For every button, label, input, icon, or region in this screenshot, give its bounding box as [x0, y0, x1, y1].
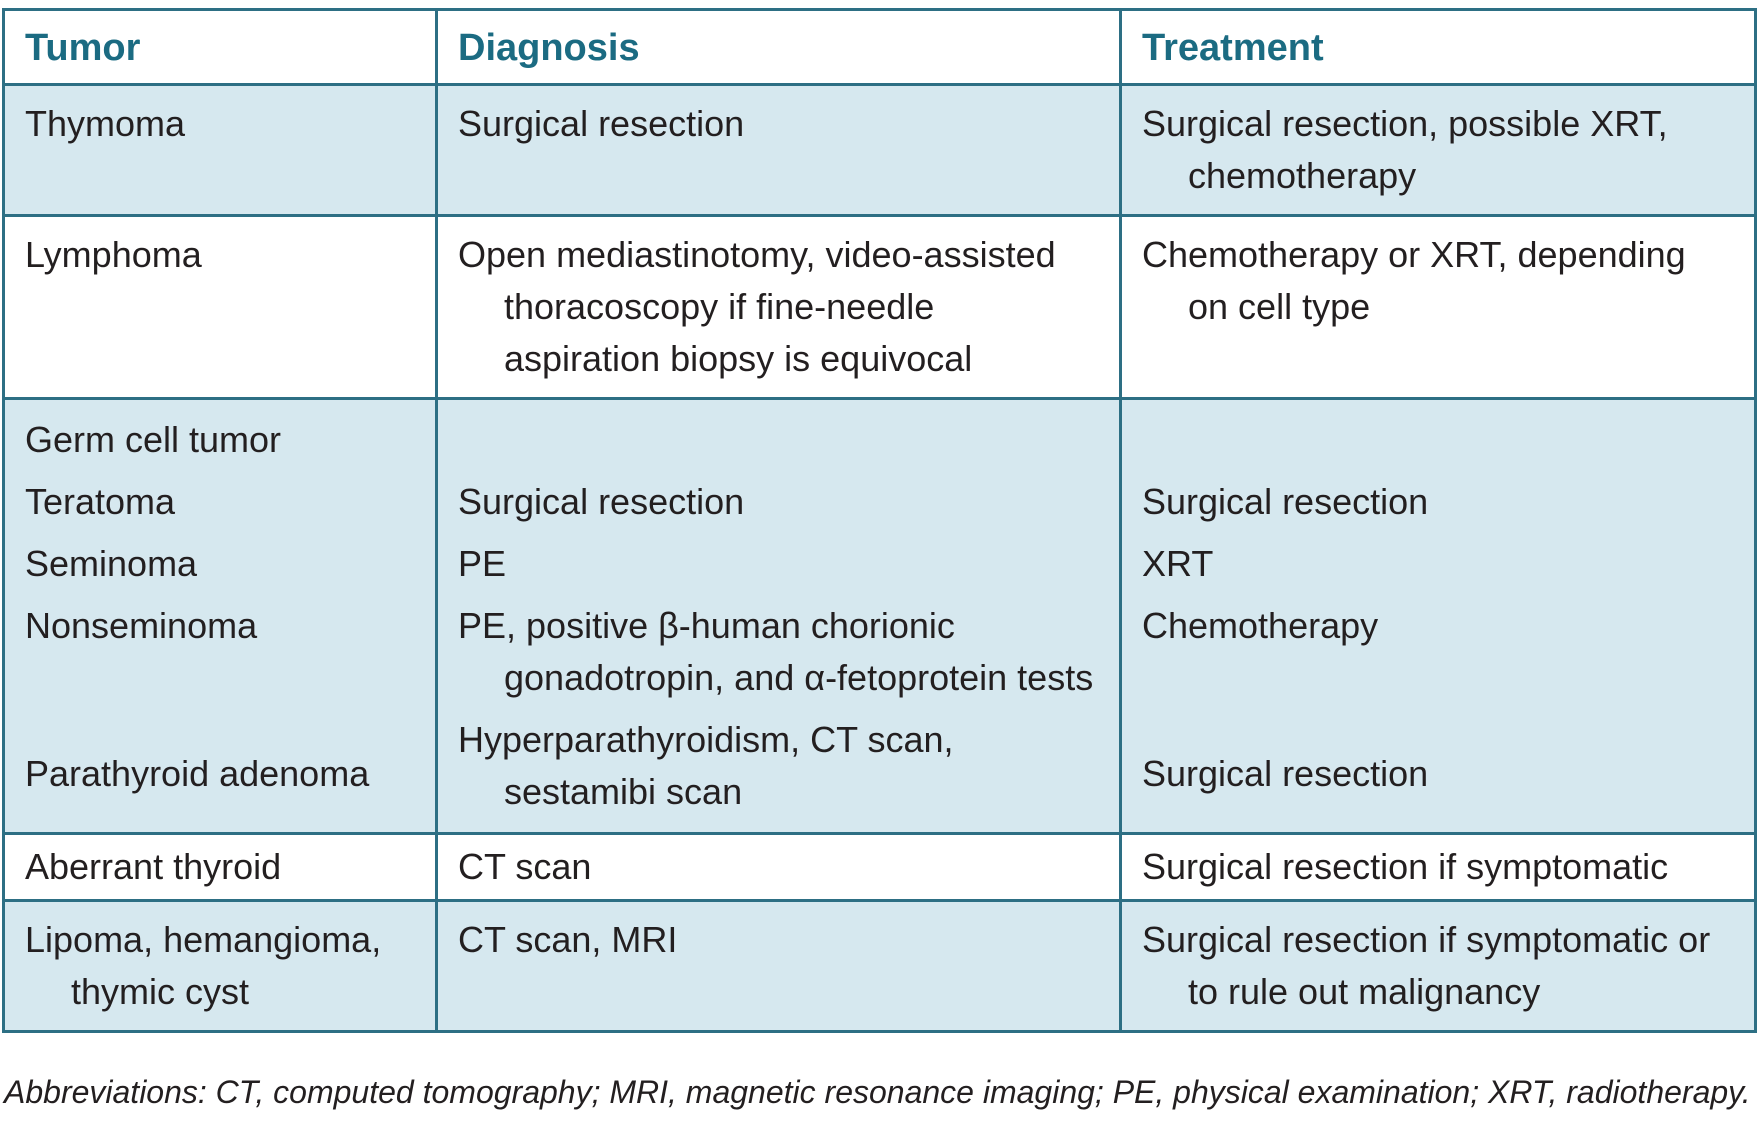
tumor-cell	[4, 834, 437, 901]
mediastinal-tumor-table	[2, 8, 1757, 1033]
tumor-text: Thymoma	[25, 103, 186, 144]
tumor-cell	[4, 399, 437, 834]
tumor-text: Nonseminoma	[25, 605, 258, 646]
diagnosis-cell	[437, 834, 1121, 901]
tumor-text: Lipoma, hemangioma, thymic cyst	[25, 919, 382, 1012]
table-header-row	[4, 10, 1756, 85]
table-row	[4, 216, 1756, 399]
header-treatment: Treatment	[1121, 10, 1756, 85]
tumor-cell	[4, 85, 437, 216]
treatment-text: Surgical resection if symptomatic	[1142, 846, 1669, 887]
tumor-text: Aberrant thyroid	[25, 846, 282, 887]
table-row	[4, 901, 1756, 1032]
treatment-text: XRT	[1142, 543, 1214, 584]
treatment-text: Surgical resection	[1142, 481, 1429, 522]
diagnosis-text: Open mediastinotomy, video-assisted thoracoscopy if fine-needle aspiration biopsy is equivocal	[458, 234, 1056, 379]
treatment-cell	[1121, 85, 1756, 216]
treatment-text: Chemotherapy or XRT, depending on cell type	[1142, 234, 1686, 327]
diagnosis-cell	[437, 901, 1121, 1032]
treatment-text: Surgical resection, possible XRT, chemotherapy	[1142, 103, 1668, 196]
header-tumor: Tumor	[4, 10, 437, 85]
diagnosis-text: Surgical resection	[458, 481, 745, 522]
empty-spacer	[1142, 414, 1734, 476]
diagnosis-text: Hyperparathyroidism, CT scan, sestamibi scan	[458, 719, 954, 812]
treatment-text: Surgical resection if symptomatic or to rule out malignancy	[1142, 919, 1711, 1012]
tumor-text: Parathyroid adenoma	[25, 753, 370, 794]
header-diagnosis: Diagnosis	[437, 10, 1121, 85]
table-row	[4, 834, 1756, 901]
diagnosis-cell	[437, 85, 1121, 216]
diagnosis-text: PE	[458, 543, 507, 584]
tumor-text: Lymphoma	[25, 234, 202, 275]
table-container	[2, 8, 1754, 1033]
treatment-text: Chemotherapy	[1142, 605, 1379, 646]
tumor-text: Seminoma	[25, 543, 198, 584]
treatment-cell	[1121, 901, 1756, 1032]
treatment-text: Surgical resection	[1142, 753, 1429, 794]
treatment-cell	[1121, 834, 1756, 901]
diagnosis-text: CT scan, MRI	[458, 919, 678, 960]
table-row-group	[4, 399, 1756, 834]
abbreviations-footnote: Abbreviations: CT, computed tomography; MRI, magnetic resonance imaging; PE, physical examination; XRT, radiotherapy.	[4, 1074, 1751, 1110]
treatment-cell	[1121, 216, 1756, 399]
tumor-cell	[4, 901, 437, 1032]
group-label: Germ cell tumor	[25, 419, 282, 460]
table-row	[4, 85, 1756, 216]
diagnosis-text: PE, positive β-human chorionic gonadotropin, and α-fetoprotein tests	[458, 605, 1094, 698]
treatment-cell	[1121, 399, 1756, 834]
diagnosis-text: Surgical resection	[458, 103, 745, 144]
diagnosis-cell	[437, 399, 1121, 834]
diagnosis-cell	[437, 216, 1121, 399]
tumor-text: Teratoma	[25, 481, 176, 522]
tumor-cell	[4, 216, 437, 399]
empty-spacer	[458, 414, 1099, 476]
diagnosis-text: CT scan	[458, 846, 592, 887]
